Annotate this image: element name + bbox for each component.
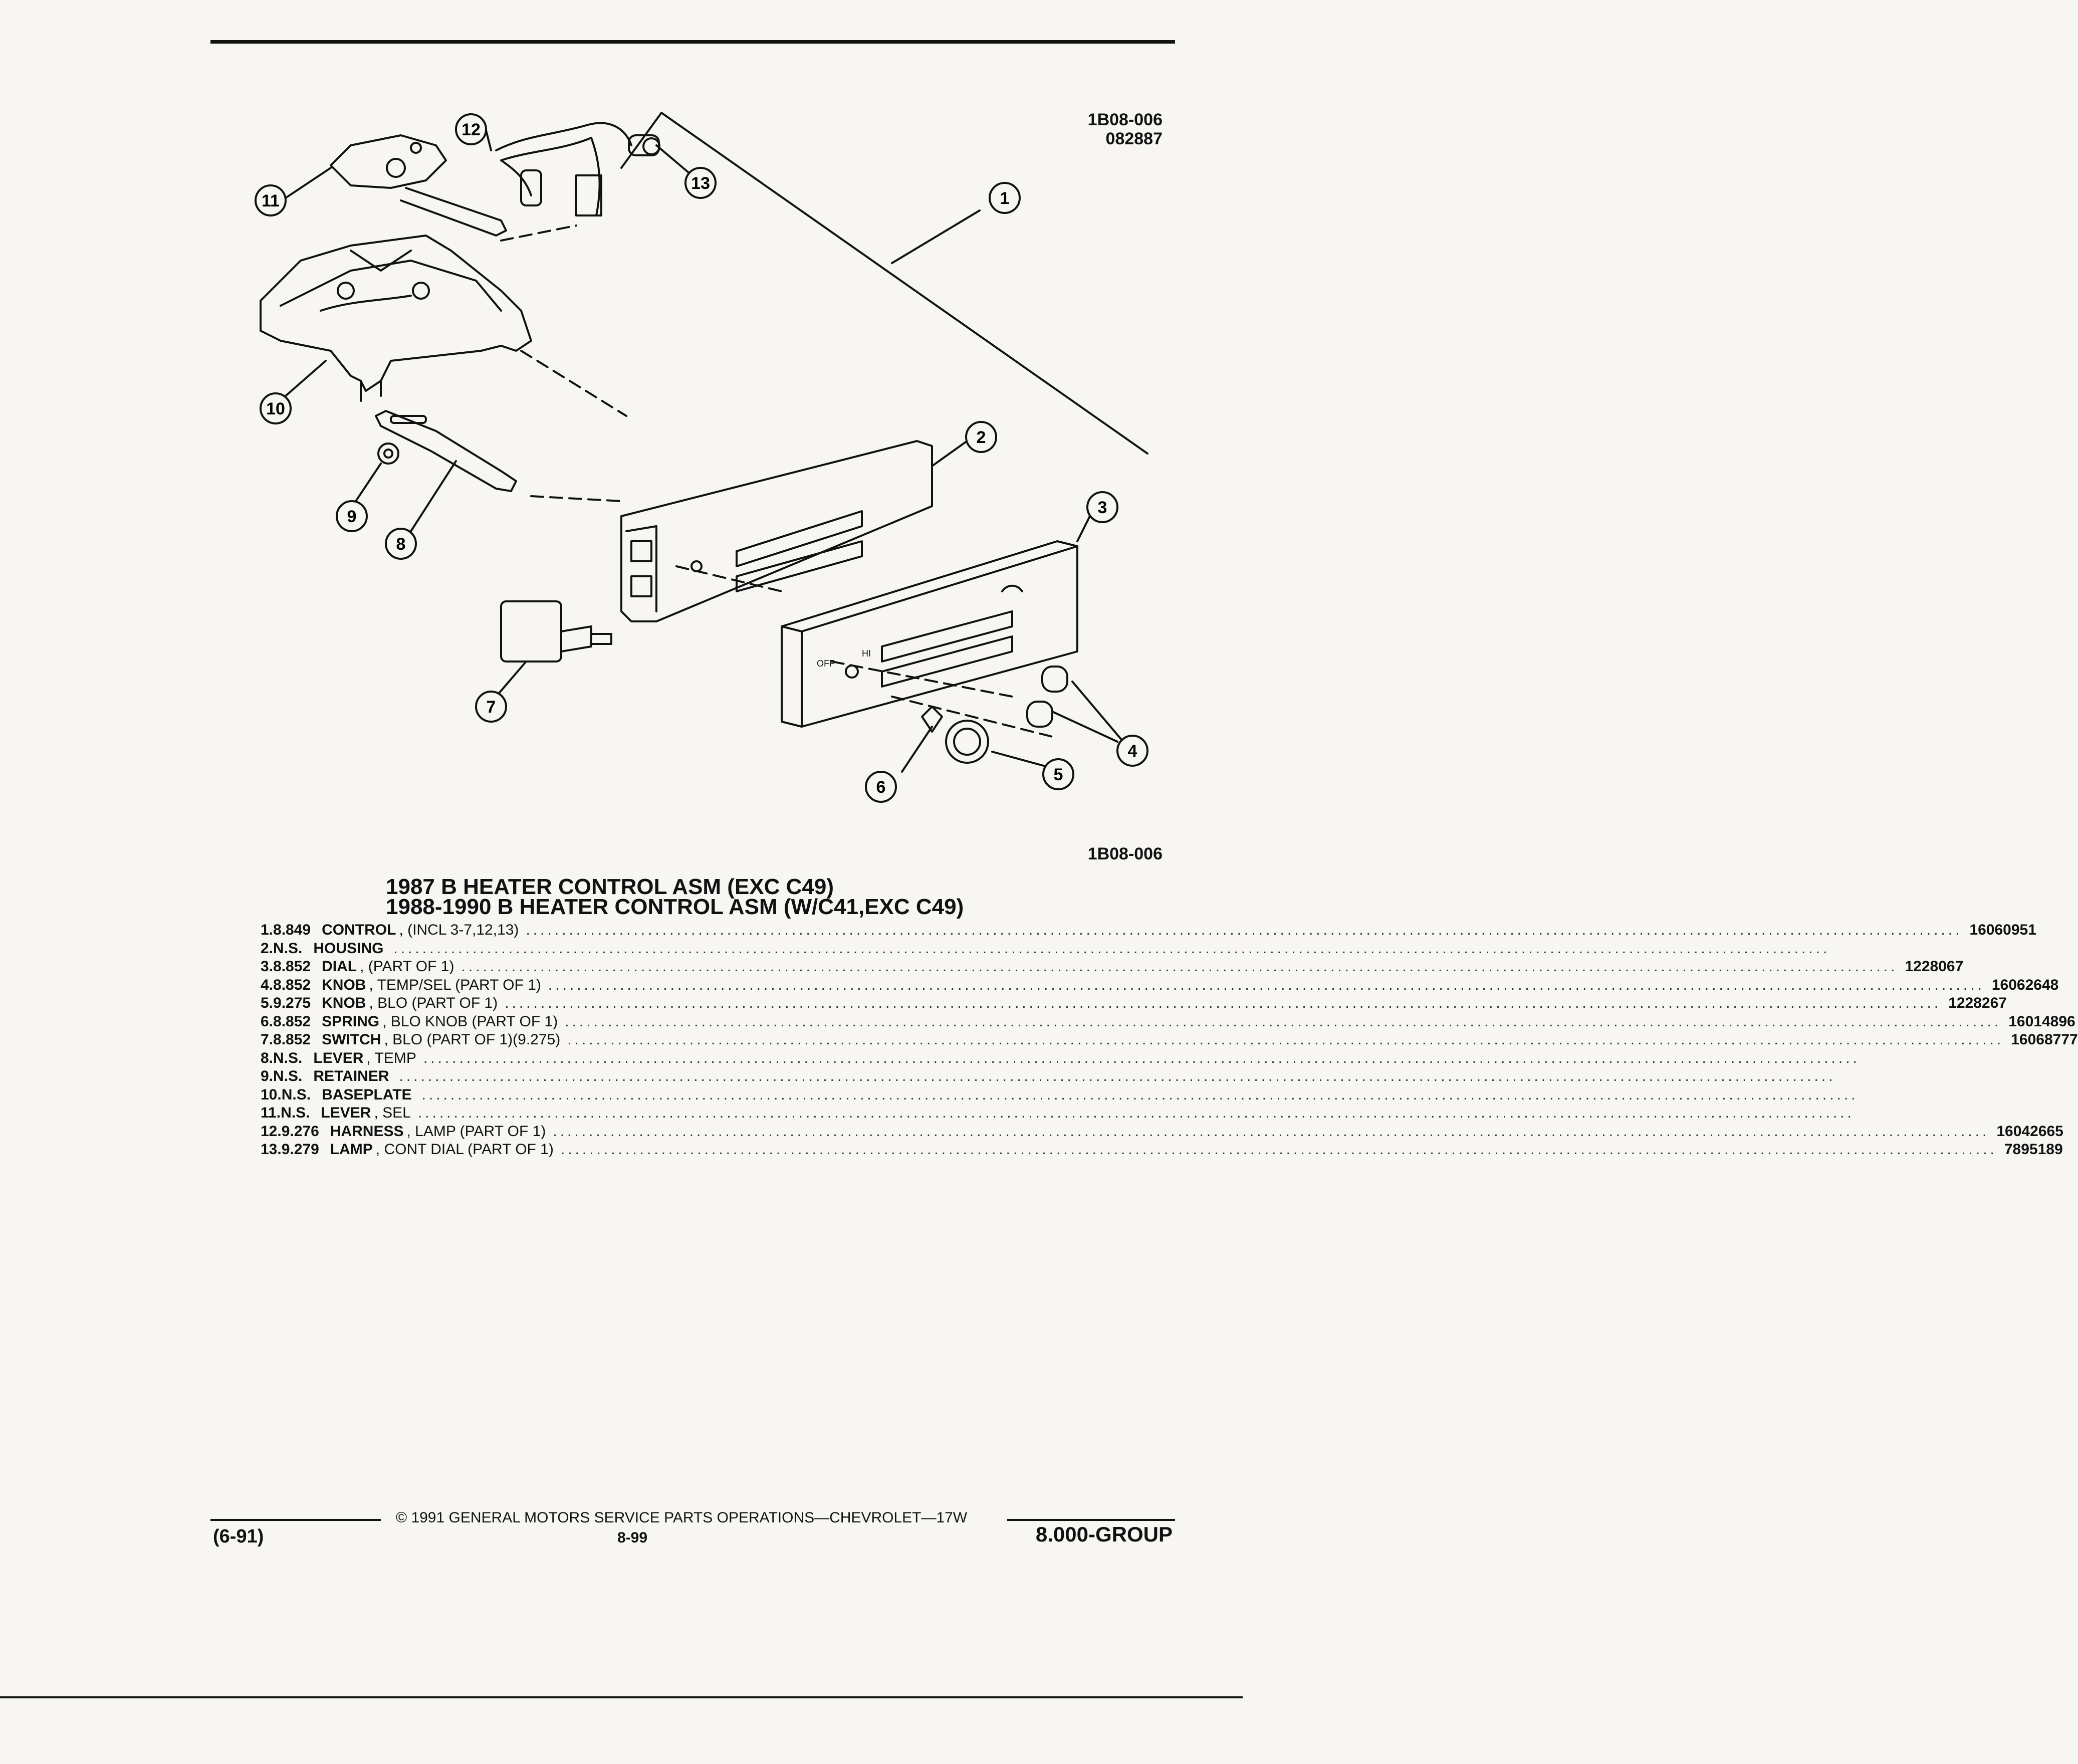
item-number: 5. — [261, 995, 274, 1012]
item-number: 2. — [261, 940, 274, 957]
part-name: BASEPLATE — [322, 1086, 412, 1103]
parts-row — [261, 1123, 2063, 1141]
leader-11 — [286, 168, 331, 198]
svg-text:8: 8 — [396, 535, 406, 554]
title-line-1: 1987 B HEATER CONTROL ASM (EXC C49) — [386, 874, 834, 899]
leader-13 — [656, 145, 689, 173]
item-number: 4. — [261, 976, 274, 993]
part-number: 16060951 — [1969, 922, 2036, 939]
diagram-bottom-id: 1B08-006 — [1087, 844, 1163, 863]
leader-dots: ........................................................................................................................................................................................................ — [399, 1068, 1836, 1085]
callout-12 — [456, 114, 486, 144]
svg-text:1: 1 — [1000, 189, 1010, 208]
item-number: 7. — [261, 1031, 274, 1048]
parts-row — [261, 958, 1964, 976]
leader-2 — [932, 441, 967, 466]
svg-text:13: 13 — [691, 174, 710, 193]
part-11-select-lever — [331, 135, 506, 236]
leader-dots: ........................................................................................................................................................................................................ — [461, 958, 1898, 975]
part-number: 16014896 — [2008, 1013, 2075, 1030]
leader-7 — [496, 662, 526, 697]
leader-5 — [992, 752, 1047, 767]
part-description: , BLO KNOB (PART OF 1) — [382, 1013, 558, 1030]
svg-text:4: 4 — [1127, 742, 1137, 761]
callout-11 — [256, 185, 286, 215]
group-number: 9.276 — [281, 1123, 319, 1140]
group-number: 8.852 — [273, 976, 311, 993]
footer-group: 8.000-GROUP — [1035, 1522, 1173, 1546]
part-9-retainer — [378, 444, 398, 464]
panel-label-hi: HI — [862, 648, 871, 658]
leader-dots: ........................................................................................................................................................................................................ — [548, 976, 1985, 993]
callout-4 — [1117, 736, 1147, 766]
leader-9 — [356, 464, 381, 501]
leader-12 — [486, 130, 491, 150]
part-10-baseplate — [261, 236, 531, 401]
leader-10 — [286, 361, 326, 396]
item-number: 8. — [261, 1049, 274, 1066]
parts-row — [261, 1067, 1836, 1086]
part-name: KNOB — [322, 995, 366, 1012]
part-12-lamp-harness — [496, 123, 631, 215]
part-number: 16042665 — [1996, 1123, 2063, 1140]
part-description: , TEMP — [366, 1049, 416, 1066]
group-number: N.S. — [273, 1049, 303, 1066]
parts-row — [261, 940, 1830, 958]
item-number: 1. — [261, 922, 274, 939]
panel-label-off: OFF — [817, 658, 835, 669]
item-number: 13. — [261, 1141, 282, 1158]
part-number: 1228067 — [1905, 958, 1964, 975]
parts-row — [261, 1013, 2075, 1031]
leader-dots: ........................................................................................................................................................................................................ — [565, 1013, 2002, 1030]
part-name: RETAINER — [313, 1068, 389, 1085]
part-name: DIAL — [322, 958, 357, 975]
part-description: , LAMP (PART OF 1) — [406, 1123, 546, 1140]
part-name: LAMP — [330, 1141, 373, 1158]
leader-4 — [1052, 682, 1127, 747]
callout-7 — [476, 692, 506, 722]
illustration-id: 1B08-006 — [1087, 110, 1163, 129]
part-description: , TEMP/SEL (PART OF 1) — [369, 976, 541, 993]
leader-6 — [902, 727, 932, 772]
leader-dots: ........................................................................................................................................................................................................ — [567, 1031, 2004, 1048]
bottom-rule — [0, 1696, 1243, 1698]
part-description: , CONT DIAL (PART OF 1) — [375, 1141, 554, 1158]
parts-row — [261, 1104, 1855, 1123]
item-number: 12. — [261, 1123, 282, 1140]
part-5-blower-knob — [946, 721, 988, 763]
parts-row — [261, 976, 2059, 995]
parts-row — [261, 1049, 1860, 1068]
svg-text:10: 10 — [266, 399, 285, 418]
item-number: 10. — [261, 1086, 282, 1103]
group-number: N.S. — [273, 940, 303, 957]
leader-dots: ........................................................................................................................................................................................................ — [505, 995, 1942, 1012]
group-number: N.S. — [281, 1086, 311, 1103]
part-number: 1228267 — [1948, 995, 2007, 1012]
parts-row — [261, 1141, 2063, 1159]
leader-1 — [892, 210, 980, 263]
part-number: 16068777 — [2011, 1031, 2078, 1048]
item-number: 3. — [261, 958, 274, 975]
callout-6 — [866, 772, 896, 802]
part-name: KNOB — [322, 976, 366, 993]
callout-1 — [990, 183, 1020, 213]
title-line-2: 1988-1990 B HEATER CONTROL ASM (W/C41,EXC C49) — [386, 895, 964, 919]
item-number: 6. — [261, 1013, 274, 1030]
part-number: 16062648 — [1991, 976, 2059, 993]
footer-date: (6-91) — [213, 1526, 264, 1547]
part-description: , (INCL 3-7,12,13) — [399, 922, 519, 939]
part-description: , BLO (PART OF 1)(9.275) — [384, 1031, 561, 1048]
svg-text:3: 3 — [1097, 498, 1107, 517]
part-name: LEVER — [321, 1105, 371, 1122]
footer-rule-right — [1007, 1519, 1175, 1521]
date-code: 082887 — [1105, 129, 1163, 148]
part-description: , (PART OF 1) — [360, 958, 454, 975]
footer-rule-left — [210, 1519, 381, 1521]
parts-row — [261, 1031, 2078, 1049]
part-number: 7895189 — [2004, 1141, 2063, 1158]
part-7-blower-switch — [501, 601, 611, 662]
group-number: 9.279 — [281, 1141, 319, 1158]
leader-dots: ........................................................................................................................................................................................................ — [423, 1049, 1860, 1066]
svg-text:9: 9 — [347, 507, 357, 526]
part-name: LEVER — [313, 1049, 364, 1066]
group-number: N.S. — [281, 1105, 310, 1122]
group-number: 8.852 — [273, 1031, 311, 1048]
part-name: HARNESS — [330, 1123, 404, 1140]
part-3-dial — [782, 541, 1077, 727]
item-number: 11. — [261, 1105, 281, 1122]
leader-dots: ........................................................................................................................................................................................................ — [526, 922, 1963, 939]
parts-row — [261, 921, 2036, 940]
svg-text:5: 5 — [1053, 765, 1063, 784]
group-number: 9.275 — [273, 995, 311, 1012]
part-4-knobs — [1027, 667, 1067, 727]
callout-2 — [966, 422, 996, 452]
part-description: , SEL — [374, 1105, 411, 1122]
svg-text:7: 7 — [486, 698, 496, 717]
leader-dots: ........................................................................................................................................................................................................ — [421, 1086, 1859, 1103]
assembly-bracket-line — [621, 113, 1147, 454]
part-name: HOUSING — [313, 940, 384, 957]
parts-list — [261, 921, 2078, 1159]
leader-8 — [411, 461, 456, 531]
part-description: , BLO (PART OF 1) — [369, 995, 498, 1012]
assembly-dashed-lines — [501, 226, 1052, 737]
leader-dots: ........................................................................................................................................................................................................ — [560, 1141, 1997, 1158]
leader-dots: ........................................................................................................................................................................................................ — [553, 1123, 1990, 1140]
part-name: SWITCH — [322, 1031, 381, 1048]
leader-dots: ........................................................................................................................................................................................................ — [393, 940, 1830, 957]
leader-dots: ........................................................................................................................................................................................................ — [417, 1105, 1855, 1122]
catalog-titles — [386, 874, 964, 919]
callout-3 — [1087, 492, 1117, 522]
callout-5 — [1043, 759, 1073, 789]
part-name: CONTROL — [322, 922, 396, 939]
svg-text:11: 11 — [262, 191, 280, 210]
footer-copyright: © 1991 GENERAL MOTORS SERVICE PARTS OPERATIONS—CHEVROLET—17W — [396, 1509, 968, 1526]
group-number: N.S. — [273, 1068, 303, 1085]
group-number: 8.852 — [273, 1013, 311, 1030]
parts-row — [261, 994, 2007, 1013]
parts-row — [261, 1086, 1859, 1105]
callout-13 — [685, 168, 716, 198]
part-8-temp-lever — [376, 411, 516, 491]
callout-10 — [261, 393, 291, 423]
group-number: 8.849 — [273, 922, 311, 939]
part-name: SPRING — [322, 1013, 380, 1030]
item-number: 9. — [261, 1068, 274, 1085]
callout-8 — [386, 529, 416, 559]
footer-page: 8-99 — [617, 1529, 648, 1546]
svg-text:6: 6 — [876, 778, 886, 797]
group-number: 8.852 — [273, 958, 311, 975]
callout-9 — [337, 501, 367, 531]
svg-text:2: 2 — [976, 428, 986, 447]
svg-text:12: 12 — [461, 120, 481, 139]
